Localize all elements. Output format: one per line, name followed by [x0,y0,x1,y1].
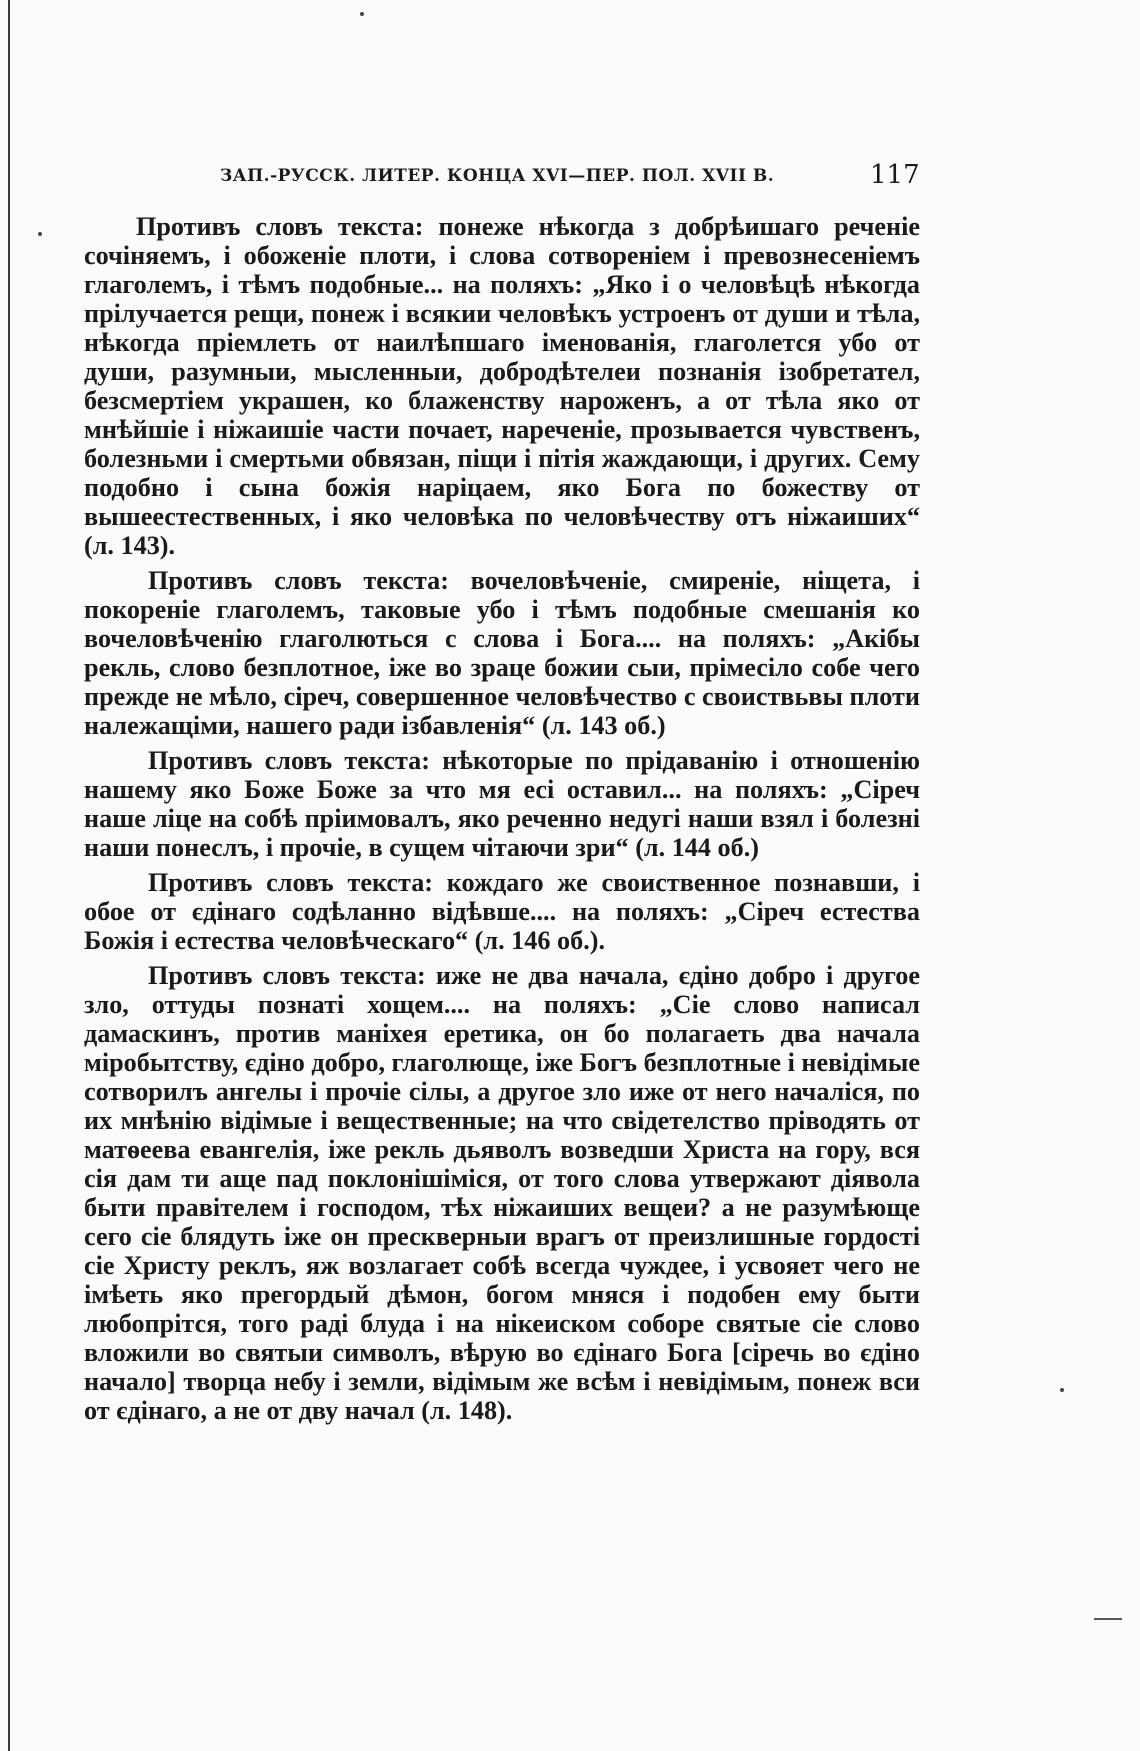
running-head: ЗАП.-РУССК. ЛИТЕР. КОНЦА XVI—ПЕР. ПОЛ. XVII В. [220,166,775,186]
paragraph: Противъ словъ текста: нѣкоторые по прідаванію і отношенію нашему яко Боже Боже за что мя есі оставил... на поляхъ: „Сіреч наше ліце на собѣ пріимовалъ, яко реченно недугі наши взял і болезні наши понеслъ, і прочіе, в сущем чітаючи зри“ (л. 144 об.) [84,746,920,862]
page-edge-rule [8,0,10,1751]
paragraph: Противъ словъ текста: вочеловѣченіе, смиреніе, ніщета, і покореніе глаголемъ, таковые убо і тѣмъ подобные смешанія ко вочеловѣченію глаголються с слова і Бога.... на поляхъ: „Акібы рекль, слово безплотное, іже во зраце божии сыи, прімесіло собе чего прежде не мѣло, сіреч, совершенное человѣчество с своиствьвы плоти належащіми, нашего ради ізбавленія“ (л. 143 об.) [84,566,920,740]
scan-speck [38,232,42,236]
page-number: 117 [870,160,920,190]
scan-margin-mark [1094,1618,1122,1620]
paragraph: Противъ словъ текста: кождаго же своиственное познавши, і обое от єдінаго содѣланно відѣвше.... на поляхъ: „Сіреч естества Божія і естества человѣческаго“ (л. 146 об.). [84,868,920,955]
paragraph: Противъ словъ текста: понеже нѣкогда з добрѣишаго реченіе сочіняемъ, і обоженіе плоти, і слова сотвореніем і превознесеніемъ глаголемъ, і тѣмъ подобные... на поляхъ: „Яко і о человѣцѣ нѣкогда прілучается рещи, понеж і всякии человѣкъ устроенъ от души и тѣла, нѣкогда пріемлеть от наилѣпшаго іменованія, глаголется убо от души, разумныи, мысленныи, добродѣтелеи познанія ізобретател, безсмертіем украшен, ко блаженству нароженъ, а от тѣла яко от мнѣйшіе і ніжаишіе части почает, нареченіе, прозывается чувственъ, болезньми і смертьми обвязан, піщи і пітія жаждающи, і других. Сему подобно і сына божія наріцаем, яко Бога по божеству от вышеестественных, і яко человѣка по человѣчеству отъ ніжаиших“ (л. 143). [84,212,920,560]
scan-speck [1060,1388,1064,1392]
paragraph: Противъ словъ текста: иже не два начала, єдіно добро і другое зло, оттуды познаті хощем.... на поляхъ: „Сіе слово написал дамаскинъ, против маніхея еретика, он бо полагаеть два начала міробытству, єдіно добро, глаголюще, іже Богъ безплотные і невідімые сотворилъ ангелы і прочіе сілы, а другое зло иже от него началіся, по их мнѣнію відімые і вещественные; на что свідетелство пріводять от матѳеева евангелія, іже рекль дьяволъ возведши Христа на гору, вся сія дам ти аще пад поклонішіміся, от того слова утвержают діявола быти правітелем і господом, тѣх ніжаиших вещеи? а не разумѣюще сего сіе блядуть іже он прескверныи врагъ от преизлишные гордості сіе Христу реклъ, яж возлагает собѣ всегда чуждее, і усвояет чего не імѣеть яко прегордый дѣмон, богом мняся і подобен ему быти любопрітся, того раді блуда і на нікеиском соборе святые сіе слово вложили во святыи символъ, вѣрую во єдінаго Бога [сіречь во єдіно начало] творца небу і земли, відімым же всѣм і невідімым, понеж вси от єдінаго, а не от дву начал (л. 148). [84,961,920,1425]
scan-speck [360,12,364,16]
body-text [84,212,920,1425]
